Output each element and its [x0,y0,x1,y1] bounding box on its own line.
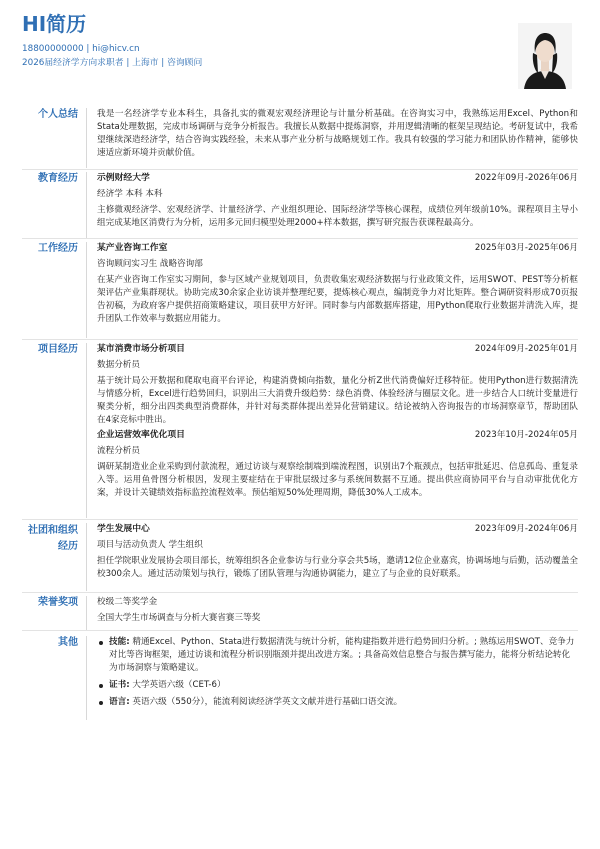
project-item [97,429,578,500]
project-role: 流程分析员 [97,445,140,456]
project-desc: 基于统计局公开数据和爬取电商平台评论，构建消费倾向指数，量化分析Z世代消费偏好迁移特征。使用Python进行数据清洗与情感分析，Excel进行趋势回归，识别出三大消费升级趋势：绿色消费、体验经济与圈层文化。进一步结合人口统计变量进行聚类分析，细分出四类典型消费群体，并针对每类群体提出差异化营销建议。结论被纳入咨询报告的市场洞察章节，帮助团队在4家竞标中胜出。 [97,376,578,425]
section-awards [22,596,578,630]
divider [22,169,578,170]
item-text: 大学英语六级（CET-6） [129,679,226,690]
section-rule [86,172,87,238]
project-desc: 调研某制造业企业采购到付款流程，通过访谈与观察绘制端到端流程图，识别出7个瓶颈点，包括审批延迟、信息孤岛、重复录入等。运用鱼骨图分析根因，发现主要症结在于审批层级过多与系统间数据不互通。提出供应商协同平台与自动审批优化方案，并设计关键绩效指标监控流程效率。预估缩短50%处理周期，降低30%人工成本。 [97,461,578,498]
section-title: 工作经历 [38,243,78,254]
degree: 经济学 本科 本科 [97,189,163,200]
divider [22,630,578,631]
date-range: 2022年09月-2026年06月 [474,173,578,183]
project-name: 某市消费市场分析项目 [97,344,185,354]
section-rule [86,523,87,591]
project-name: 企业运营效率优化项目 [97,429,185,440]
section-rule [86,343,87,518]
list-item [97,636,578,675]
section-projects [22,343,578,518]
company-name: 某产业咨询工作室 [97,243,168,253]
item-label: 证书: [109,679,130,690]
list-item [97,696,578,709]
campus-desc: 担任学院职业发展协会项目部长，统筹组织各企业参访与行业分享会共5场，邀请12位企业嘉宾，协调场地与后勤，活动覆盖全校300余人。通过活动策划与执行，锻炼了团队管理与沟通协调能力，建立了与企业的良好联系。 [97,556,578,579]
section-other [22,636,578,720]
section-rule [86,636,87,720]
organization-name: 学生发展中心 [97,524,150,534]
section-title-line: 经历 [58,541,78,552]
section-title: 教育经历 [38,173,78,184]
section-title: 荣誉奖项 [38,597,78,608]
section-rule [86,242,87,338]
job-intent: 2026届经济学方向求职者 | 上海市 | 咨询顾问 [22,58,203,68]
divider [22,339,578,340]
project-item [97,343,578,427]
section-title [22,523,78,555]
section-summary [22,108,578,168]
date-range: 2023年10月-2024年05月 [474,429,578,440]
candidate-name: HI简历 [22,12,87,36]
work-desc: 在某产业咨询工作室实习期间，参与区域产业规划项目，负责收集宏观经济数据与行业政策文件，运用SWOT、PEST等分析框架评估产业集群现状。协助完成30余家企业访谈并整理纪要，提炼核心观点，编制竞争力对比矩阵。整合调研资料形成70页报告初稿，为政府客户提供招商策略建议，项目获甲方好评。同时参与内部数据库搭建，用Python爬取行业数据并清洗入库，提升团队工作效率与数据应用能力。 [97,275,578,324]
project-role: 数据分析员 [97,360,140,371]
contact-info: 18800000000 | hi@hicv.cn [22,44,140,54]
section-rule [86,596,87,630]
section-title: 项目经历 [38,344,78,355]
divider [22,519,578,520]
section-rule [86,108,87,168]
date-range: 2025年03月-2025年06月 [474,243,578,253]
organization-role: 项目与活动负责人 学生组织 [97,540,203,551]
resume-header [22,8,462,70]
section-title: 其他 [58,637,78,648]
date-range: 2023年09月-2024年06月 [474,524,578,534]
other-list [97,636,578,708]
item-text: 英语六级（550分），能流利阅读经济学英文文献并进行基础口语交流。 [129,696,403,707]
school-name: 示例财经大学 [97,173,150,183]
item-label: 技能: [109,637,130,647]
section-work [22,242,578,338]
list-item [97,679,578,692]
section-title-line: 社团和组织 [28,525,78,536]
item-text: 精通Excel、Python、Stata进行数据清洗与统计分析，能构建指数并进行趋势回归分析。; 熟练运用SWOT、竞争力对比等咨询框架，通过访谈和流程分析识别瓶颈并提出改进方案。; 具备高效信息整合与报告撰写能力，能将分析结论转化为市场洞察与策略建议。 [109,637,575,673]
divider [22,238,578,239]
section-education [22,172,578,238]
avatar-photo-icon [518,23,572,89]
avatar [518,23,572,89]
award-item: 校级二等奖学金 [97,597,158,607]
summary-text: 我是一名经济学专业本科生，具备扎实的微观宏观经济理论与计量分析基础。在咨询实习中，我熟练运用Excel、Python和Stata处理数据，完成市场调研与竞争分析报告。我擅长从数据中提炼洞察，并用逻辑清晰的框架呈现结论。考研复试中，我希望继续深造经济学，结合咨询实践经验，未来从事产业分析与战略规划工作。我具有较强的学习能力和团队协作精神，能够快速适应新环境并贡献价值。 [97,109,578,158]
education-desc: 主修微观经济学、宏观经济学、计量经济学、产业组织理论、国际经济学等核心课程，成绩位列年级前10%。课程项目主导小组完成某地区消费行为分析，运用多元回归模型处理2000+样本数据，撰写研究报告获课程最高分。 [97,205,578,228]
section-campus [22,523,578,591]
item-label: 语言: [109,696,130,707]
divider [22,592,578,593]
section-title: 个人总结 [38,109,78,120]
award-item: 全国大学生市场调查与分析大赛省赛三等奖 [97,612,261,623]
date-range: 2024年09月-2025年01月 [474,344,578,354]
job-title: 咨询顾问实习生 战略咨询部 [97,259,203,270]
